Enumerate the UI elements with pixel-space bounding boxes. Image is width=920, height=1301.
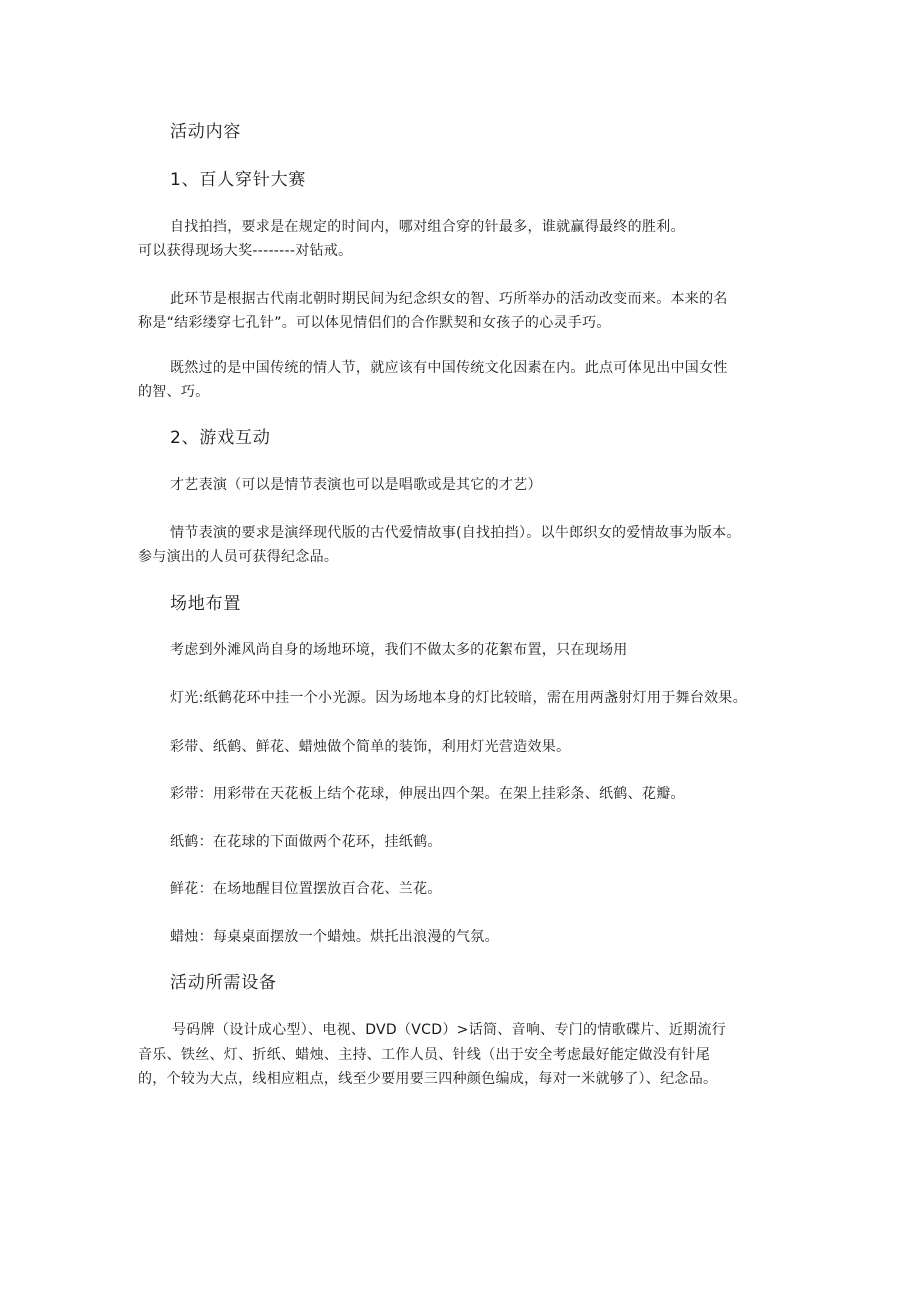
section-heading-equipment: 活动所需设备	[170, 973, 277, 993]
equipment-para-line1: 号码牌（设计成心型）、电视、DVD（VCD）>话筒、音响、专门的情歌碟片、近期流行	[172, 1022, 727, 1038]
venue-para2: 灯光:纸鹤花环中挂一个小光源。因为场地本身的灯比较暗，需在用两盏射灯用于舞台效果。	[170, 690, 748, 706]
equipment-para-line2: 音乐、铁丝、灯、折纸、蜡烛、主持、工作人员、针线（出于安全考虑最好能定做没有针尾	[138, 1047, 710, 1063]
venue-para4: 彩带：用彩带在天花板上结个花球，伸展出四个架。在架上挂彩条、纸鹤、花瓣。	[170, 786, 685, 802]
venue-para7: 蜡烛：每桌桌面摆放一个蜡烛。烘托出浪漫的气氛。	[170, 929, 499, 945]
section-heading-venue: 场地布置	[170, 594, 242, 614]
item2-para2-line2: 参与演出的人员可获得纪念品。	[138, 549, 339, 565]
item1-para1-line2: 可以获得现场大奖--------对钻戒。	[138, 243, 353, 259]
venue-para5: 纸鹤：在花球的下面做两个花环，挂纸鹤。	[170, 834, 442, 850]
item2-para1: 才艺表演（可以是情节表演也可以是唱歌或是其它的才艺）	[170, 477, 542, 493]
section-heading-activity-content: 活动内容	[170, 122, 242, 142]
venue-para3: 彩带、纸鹤、鲜花、蜡烛做个简单的装饰，利用灯光营造效果。	[170, 739, 571, 755]
equipment-para-line3: 的，个较为大点，线相应粗点，线至少要用要三四种颜色编成，每对一米就够了）、纪念品。	[138, 1071, 718, 1087]
item1-para3-line2: 的智、巧。	[138, 384, 210, 400]
item1-para1-line1: 自找拍挡，要求是在规定的时间内，哪对组合穿的针最多，谁就赢得最终的胜利。	[170, 219, 685, 235]
item1-para2-line1: 此环节是根据古代南北朝时期民间为纪念织女的智、巧所举办的活动改变而来。本来的名	[170, 291, 728, 307]
item1-heading: 1、百人穿针大赛	[170, 170, 307, 190]
item2-para2-line1: 情节表演的要求是演绎现代版的古代爱情故事(自找拍挡）。以牛郎织女的爱情故事为版本。	[170, 525, 741, 541]
item1-para2-line2: 称是“结彩缕穿七孔针”。可以体见情侣们的合作默契和女孩子的心灵手巧。	[138, 315, 611, 331]
item1-para3-line1: 既然过的是中国传统的情人节，就应该有中国传统文化因素在内。此点可体见出中国女性	[170, 360, 728, 376]
venue-para1: 考虑到外滩风尚自身的场地环境，我们不做太多的花絮布置，只在现场用	[170, 642, 628, 658]
venue-para6: 鲜花：在场地醒目位置摆放百合花、兰花。	[170, 881, 442, 897]
item2-heading: 2、游戏互动	[170, 428, 271, 448]
